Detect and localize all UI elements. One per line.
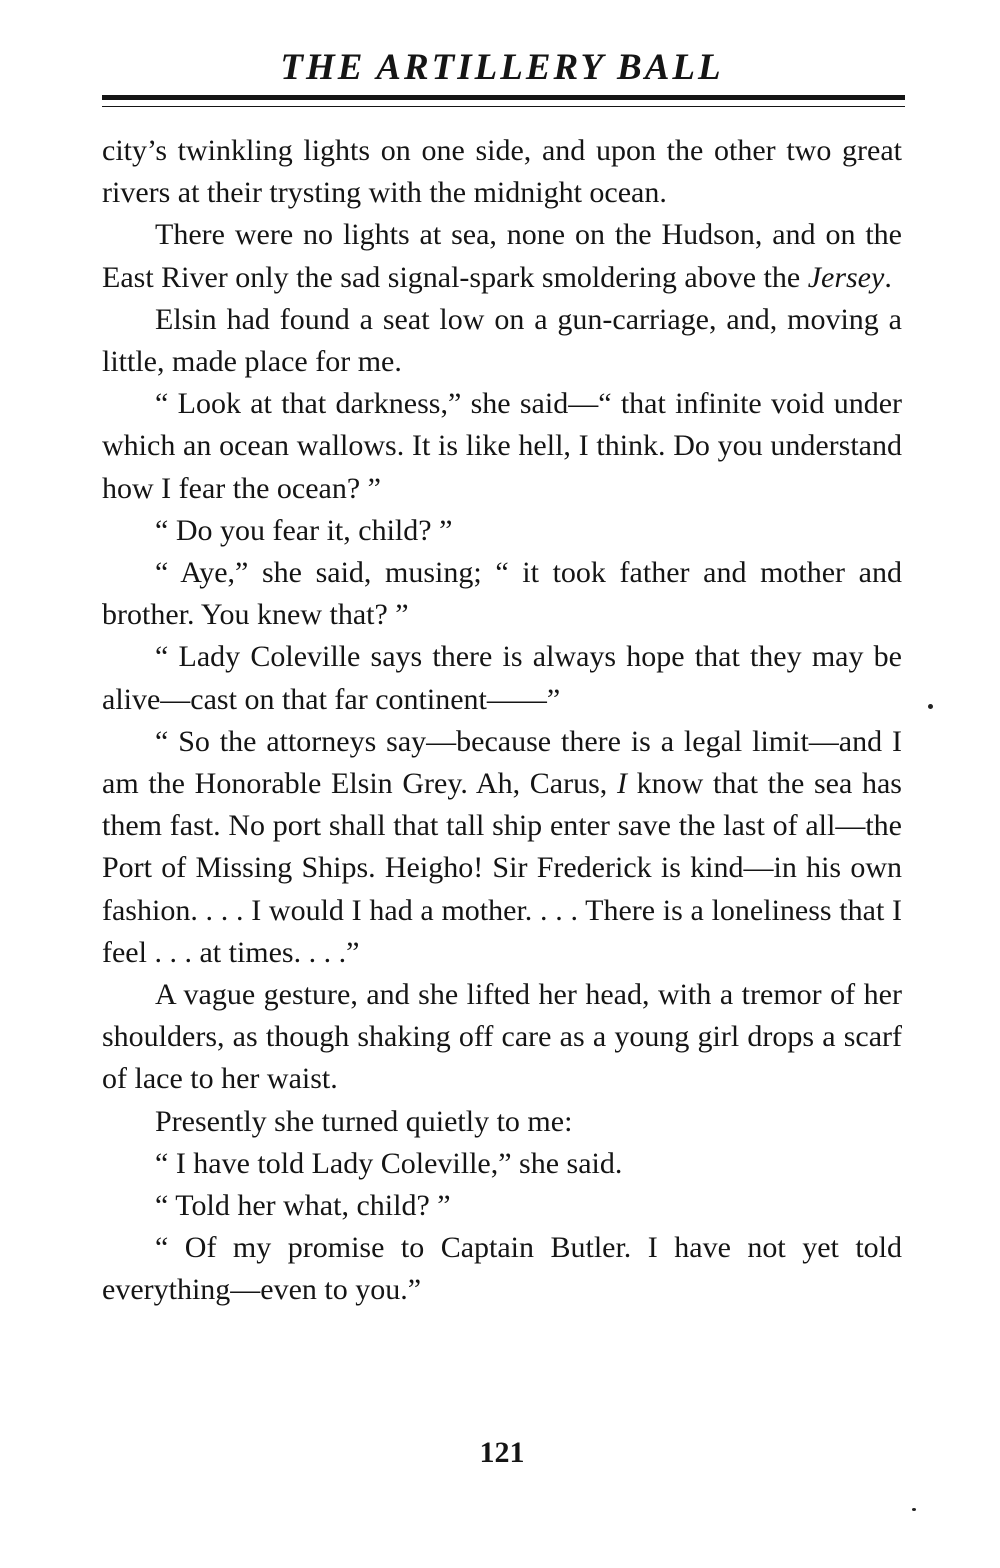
print-speck <box>928 704 933 709</box>
paragraph: “ Aye,” she said, musing; “ it took father and mother and brother. You knew that? ” <box>102 556 902 632</box>
book-page <box>102 0 902 1568</box>
header-rule-thick <box>102 95 905 100</box>
paragraph: Elsin had found a seat low on a gun-carriage, and, moving a little, made place for me. <box>102 302 902 379</box>
running-head-title: THE ARTILLERY BALL <box>280 47 724 88</box>
paragraph: “ Told her what, child? ” <box>155 1189 451 1223</box>
paragraph: city’s twinkling lights on one side, and upon the other two great rivers at their trysting with the midnight ocean. <box>102 134 902 210</box>
paragraph: “ Do you fear it, child? ” <box>155 513 453 547</box>
body-text <box>102 130 902 1312</box>
emphasis-italic: I <box>616 767 627 801</box>
page-number: 121 <box>479 1436 525 1469</box>
paragraph: Presently she turned quietly to me: <box>155 1104 573 1138</box>
ship-name-italic: Jersey <box>807 260 885 294</box>
paragraph: “ So the attorneys say—because there is a legal limit—and I am the Honorable Elsin Grey. Ah, Carus, I know that the sea has them fast. No port shall that tall ship enter save the last of all—the Port of Missing Ships. Heigho! Sir Frederick is kind—in his own fashion. . . . I would I had a mother. . . . There is a loneliness that I feel . . . at times. . . .” <box>102 724 902 969</box>
paragraph: “ Look at that darkness,” she said—“ that infinite void under which an ocean wallows. It is like hell, I think. Do you understand how I fear the ocean? ” <box>102 387 902 505</box>
paragraph: “ I have told Lady Coleville,” she said. <box>155 1146 623 1180</box>
paragraph: There were no lights at sea, none on the Hudson, and on the East River only the sad signal-spark smoldering above the Jersey. <box>102 218 902 294</box>
print-speck <box>912 1508 916 1511</box>
paragraph: A vague gesture, and she lifted her head, with a tremor of her shoulders, as though shaking off care as a young girl drops a scarf of lace to her waist. <box>102 978 902 1096</box>
header-rule-thin <box>102 106 905 107</box>
paragraph: “ Lady Coleville says there is always hope that they may be alive—cast on that far continent——” <box>102 640 902 716</box>
paragraph: “ Of my promise to Captain Butler. I have not yet told everything—even to you.” <box>102 1231 902 1307</box>
